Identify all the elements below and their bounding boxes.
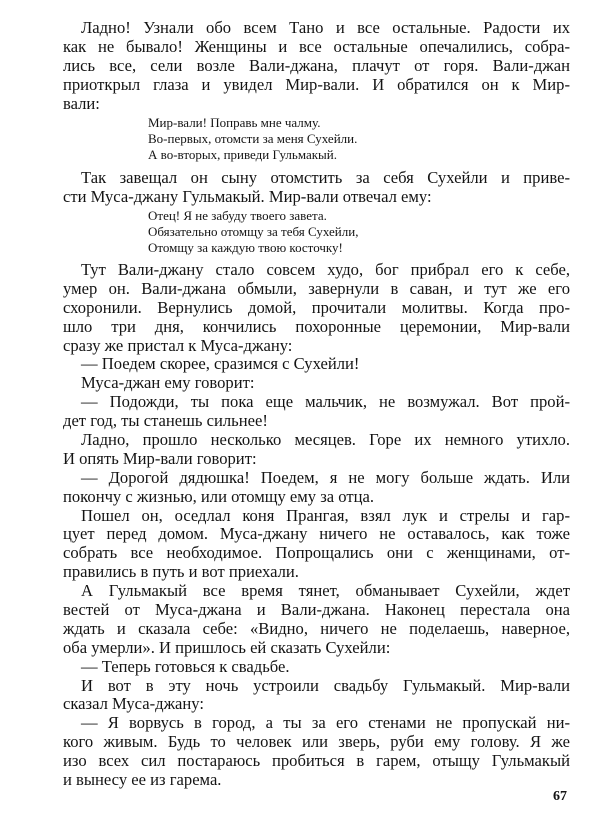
verse-block <box>63 208 570 256</box>
text-line: цует перед домом. Муса-джану ничего не оставалось, как тоже <box>63 524 570 544</box>
paragraph <box>63 261 570 355</box>
text-line: Отец! Я не забуду твоего завета. <box>148 208 327 223</box>
text-line: Ладно! Узнали обо всем Тано и все остальные. Радости их <box>81 18 570 37</box>
text-line: Пошел он, оседлал коня Прангая, взял лук и стрелы и гар- <box>81 505 570 525</box>
text-line: покончу с жизнью, или отомщу ему за отца. <box>63 486 375 506</box>
text-line: сразу же пристал к Муса-джану: <box>63 335 293 355</box>
text-line: Отомщу за каждую твою косточку! <box>148 240 343 255</box>
page-number: 67 <box>553 789 567 804</box>
text-line: Муса-джан ему говорит: <box>81 373 255 393</box>
paragraph <box>63 582 570 658</box>
text-line: И опять Мир-вали говорит: <box>63 448 257 468</box>
text-line: Ладно, прошло несколько месяцев. Горе их немного утихло. <box>81 430 570 450</box>
text-line: правились в путь и вот приехали. <box>63 562 299 582</box>
text-line: схоронили. Вернулись домой, прочитали молитвы. Когда про- <box>63 297 570 317</box>
text-line: лись все, сели возле Вали-джана, плачут от горя. Вали-джан <box>63 56 570 75</box>
text-line: — Поедем скорее, сразимся с Сухейли! <box>81 354 360 374</box>
text-line: А Гульмакый все время тянет, обманывает Сухейли, ждет <box>81 581 570 601</box>
text-line: Обязательно отомщу за тебя Сухейли, <box>148 224 359 239</box>
text-line: ждать и сказала себе: «Видно, ничего не поделаешь, наверное, <box>63 618 570 638</box>
paragraph <box>63 18 570 113</box>
text-line: дет год, ты станешь сильнее! <box>63 411 268 431</box>
text-line: сти Муса-джану Гульмакый. Мир-вали отвечал ему: <box>63 187 432 206</box>
text-line: умер он. Вали-джана обмыли, завернули в саван, и тут же его <box>63 278 570 298</box>
text-line: Мир-вали! Поправь мне чалму. <box>148 115 321 130</box>
paragraph <box>63 431 570 469</box>
text-line: Так завещал он сыну отомстить за себя Сухейли и приве- <box>81 168 570 187</box>
verse-block <box>63 115 570 163</box>
text-line: А во-вторых, приведи Гульмакый. <box>148 147 338 162</box>
text-line: как не бывало! Женщины и все остальные опечалились, собра- <box>63 37 570 56</box>
text-line: Тут Вали-джану стало совсем худо, бог прибрал его к себе, <box>81 260 570 279</box>
text-line: — Дорогой дядюшка! Поедем, я не могу больше ждать. Или <box>81 467 570 487</box>
text-line: — Подожди, ты пока еще мальчик, не возмужал. Вот прой- <box>81 392 570 412</box>
text-line: — Я ворвусь в город, а ты за его стенами не пропускай ни- <box>81 713 570 733</box>
text-line: вестей от Муса-джана и Вали-джана. Наконец перестала она <box>63 600 570 620</box>
text-line: Во-первых, отомсти за меня Сухейли. <box>148 131 358 146</box>
text-line: приоткрыл глаза и увидел Мир-вали. И обратился он к Мир- <box>63 75 570 94</box>
text-line: — Теперь готовься к свадьбе. <box>81 656 290 676</box>
paragraph <box>63 507 570 583</box>
text-line: и вынесу ее из гарема. <box>63 770 222 790</box>
text-line: И вот в эту ночь устроили свадьбу Гульмакый. Мир-вали <box>81 675 570 695</box>
text-line: сказал Муса-джану: <box>63 694 204 714</box>
page-text <box>63 18 570 790</box>
text-line: оба умерли». И пришлось ей сказать Сухейли: <box>63 637 391 657</box>
text-line: вали: <box>63 94 100 113</box>
paragraph <box>63 469 570 507</box>
paragraph <box>63 168 570 206</box>
text-line: собрать все необходимое. Попрощались они с женщинами, от- <box>63 543 570 563</box>
paragraph <box>63 355 570 374</box>
text-line: кого живым. Будь то человек или зверь, руби ему голову. Я же <box>63 732 570 752</box>
paragraph <box>63 393 570 431</box>
paragraph <box>63 714 570 790</box>
paragraph <box>63 374 570 393</box>
paragraph <box>63 658 570 677</box>
text-line: изо всех сил постараюсь пробиться в гарем, отыщу Гульмакый <box>63 751 570 771</box>
paragraph <box>63 677 570 715</box>
text-line: шло три дня, кончились похоронные церемонии, Мир-вали <box>63 316 570 336</box>
